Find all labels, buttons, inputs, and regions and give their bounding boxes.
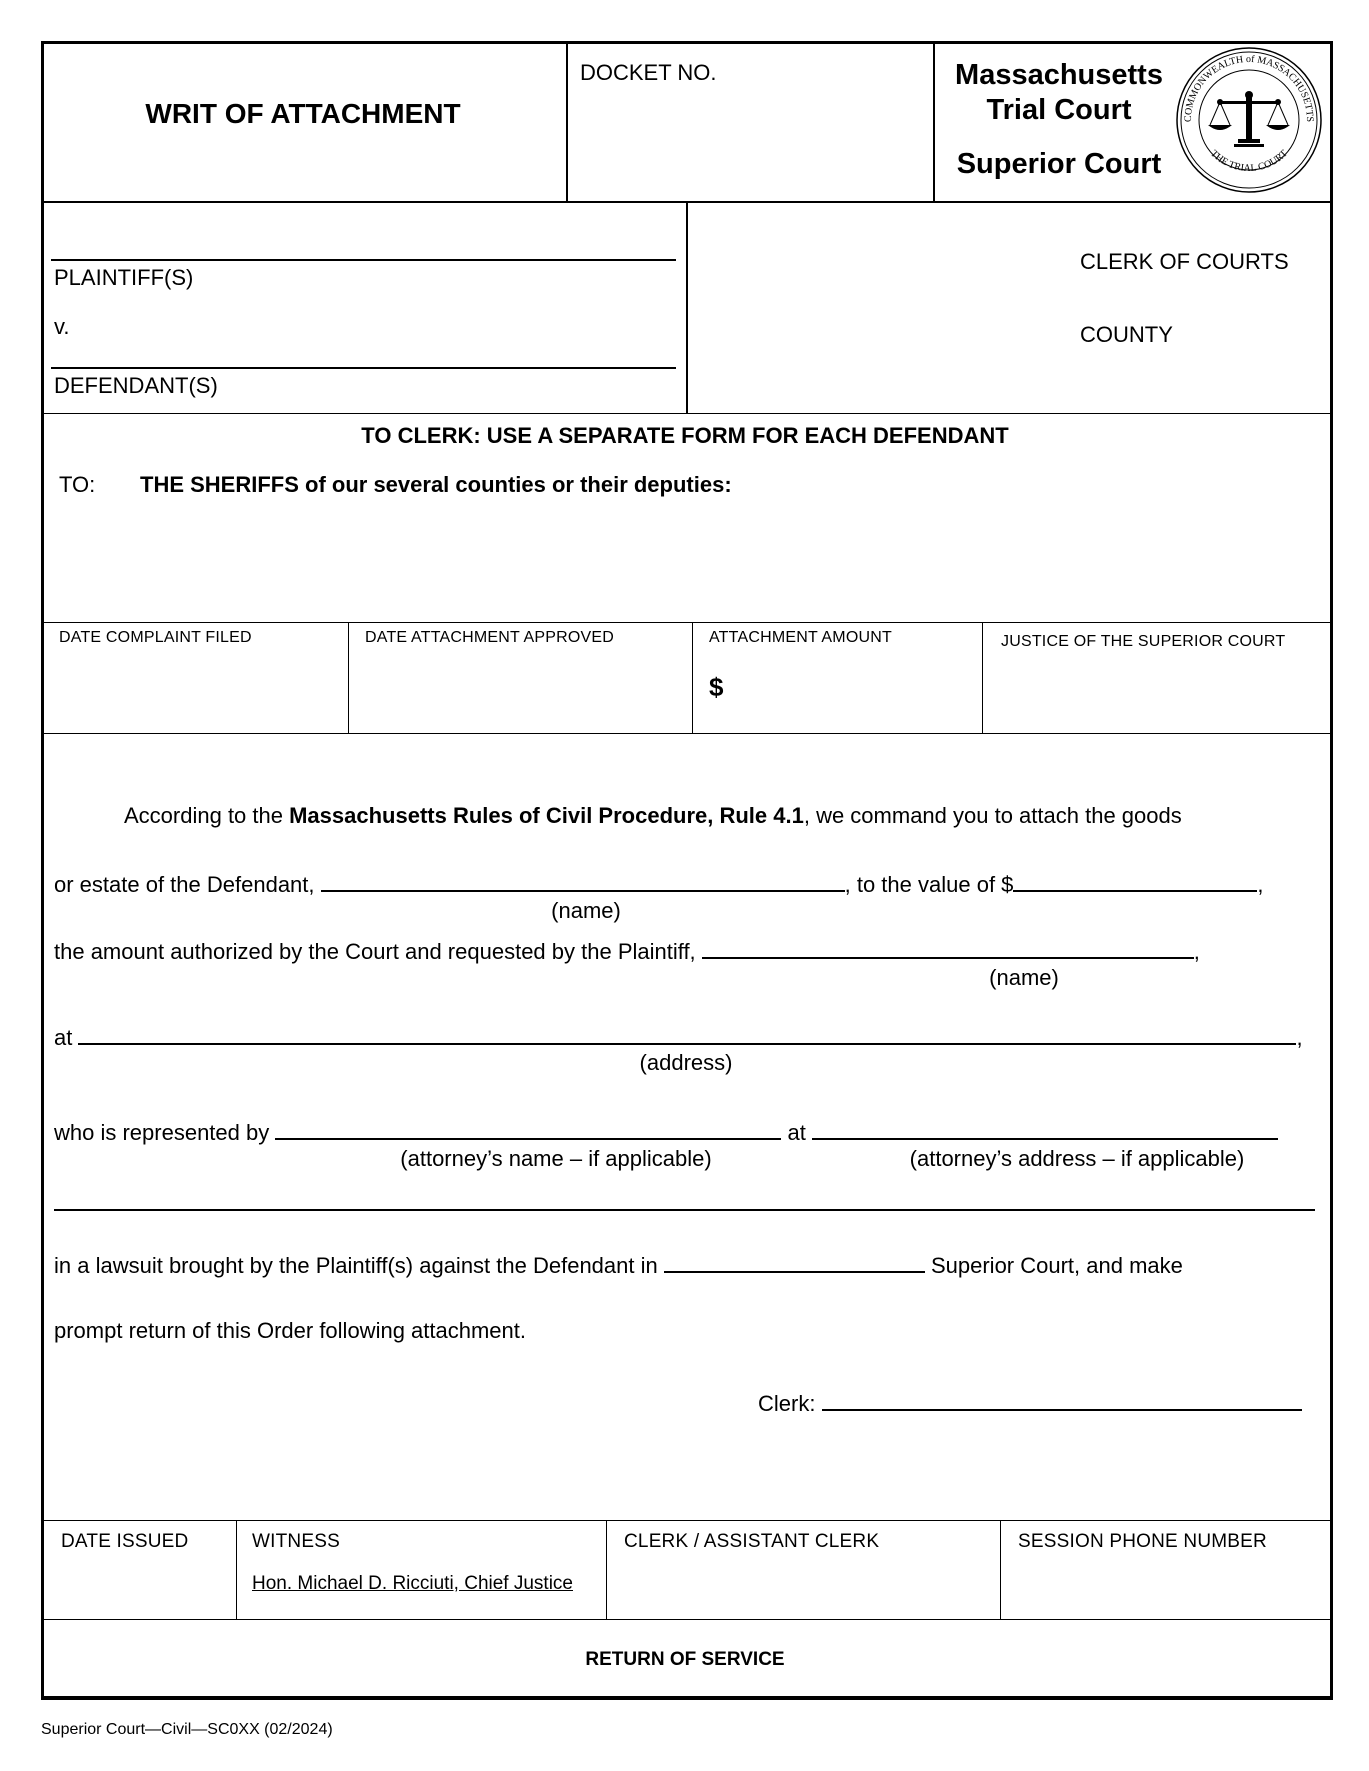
clerk-label: Clerk: (758, 1391, 822, 1416)
to-label: TO: (59, 472, 96, 497)
attorney-address-continuation-line[interactable] (54, 1209, 1315, 1211)
text: According to the (124, 803, 290, 828)
text: , (1193, 939, 1200, 964)
defendant-line[interactable] (51, 367, 676, 369)
defendant-name-field[interactable] (321, 870, 845, 892)
clerk-signature-line (758, 1389, 1302, 1417)
name-hint: (name) (989, 965, 1059, 990)
clerk-of-courts-label: CLERK OF COURTS (1080, 249, 1289, 274)
session-phone-label: SESSION PHONE NUMBER (1018, 1531, 1267, 1552)
divider (982, 622, 983, 734)
attorney-address-field[interactable] (812, 1118, 1278, 1140)
court-name-line3: Superior Court (956, 148, 1162, 180)
clerk-instruction: TO CLERK: USE A SEPARATE FORM FOR EACH DEFENDANT (361, 423, 1009, 448)
command-line-3 (54, 937, 1200, 965)
svg-text:THE TRIAL COURT: THE TRIAL COURT (1208, 148, 1290, 175)
divider (42, 733, 1330, 734)
command-line-1 (124, 803, 1182, 829)
command-line-5 (54, 1118, 1278, 1146)
plaintiff-name-field[interactable] (702, 937, 1194, 959)
divider (42, 622, 1330, 623)
text: or estate of the Defendant, (54, 872, 321, 897)
rule-reference: Massachusetts Rules of Civil Procedure, Rule 4.1 (289, 803, 804, 828)
attorney-address-hint: (attorney’s address – if applicable) (909, 1146, 1245, 1171)
plaintiff-line[interactable] (51, 259, 676, 261)
clerk-signature-field[interactable] (822, 1389, 1302, 1411)
text: Superior Court, and make (924, 1253, 1183, 1278)
currency-symbol: $ (709, 672, 724, 702)
witness-label: WITNESS (252, 1531, 340, 1552)
divider (933, 42, 935, 202)
svg-text:COMMONWEALTH of MASSACHUSETTS: COMMONWEALTH of MASSACHUSETTS (1182, 53, 1316, 123)
clerk-assistant-label: CLERK / ASSISTANT CLERK (624, 1531, 880, 1552)
return-of-service-heading: RETURN OF SERVICE (585, 1649, 785, 1670)
form-title: WRIT OF ATTACHMENT (145, 98, 461, 129)
text: in a lawsuit brought by the Plaintiff(s) against the Defendant in (54, 1253, 664, 1278)
text: , (1296, 1025, 1303, 1050)
text: at (54, 1025, 79, 1050)
form-footer: Superior Court—Civil—SC0XX (02/2024) (41, 1721, 333, 1738)
date-complaint-label: DATE COMPLAINT FILED (59, 629, 252, 646)
text: the amount authorized by the Court and requested by the Plaintiff, (54, 939, 702, 964)
divider (42, 413, 1330, 414)
court-name-line2: Trial Court (986, 94, 1132, 126)
plaintiff-label: PLAINTIFF(S) (54, 265, 194, 290)
command-line-2 (54, 870, 1264, 898)
county-label: COUNTY (1080, 322, 1173, 347)
date-approved-label: DATE ATTACHMENT APPROVED (365, 629, 614, 646)
divider (692, 622, 693, 734)
versus-label: v. (54, 314, 70, 339)
defendant-label: DEFENDANT(S) (54, 373, 218, 398)
attorney-name-hint: (attorney’s name – if applicable) (400, 1146, 712, 1171)
trial-court-seal-icon (1174, 45, 1324, 195)
text: who is represented by (54, 1120, 276, 1145)
attorney-name-field[interactable] (275, 1118, 781, 1140)
name-hint: (name) (551, 898, 621, 923)
court-name-line1: Massachusetts (955, 59, 1163, 91)
text: at (781, 1120, 812, 1145)
plaintiff-address-field[interactable] (78, 1023, 1296, 1045)
justice-label: JUSTICE OF THE SUPERIOR COURT (1001, 633, 1286, 650)
attachment-amount-label: ATTACHMENT AMOUNT (709, 629, 892, 646)
divider (686, 202, 688, 414)
date-issued-label: DATE ISSUED (61, 1531, 189, 1552)
command-line-8: prompt return of this Order following attachment. (54, 1318, 526, 1343)
docket-label: DOCKET NO. (580, 60, 717, 85)
command-line-4 (54, 1023, 1303, 1051)
text: , we command you to attach the goods (803, 803, 1182, 828)
witness-name: Hon. Michael D. Ricciuti, Chief Justice (252, 1573, 573, 1594)
divider (348, 622, 349, 734)
address-hint: (address) (639, 1050, 733, 1075)
text: , to the value of $ (844, 872, 1014, 897)
divider (1000, 1520, 1001, 1620)
attachment-value-field[interactable] (1013, 870, 1257, 892)
divider (42, 1619, 1330, 1620)
divider (606, 1520, 607, 1620)
divider (566, 42, 568, 202)
command-line-7 (54, 1251, 1183, 1279)
divider (236, 1520, 237, 1620)
to-text: THE SHERIFFS of our several counties or their deputies: (140, 472, 732, 497)
text: , (1257, 872, 1264, 897)
court-county-field[interactable] (664, 1251, 925, 1273)
